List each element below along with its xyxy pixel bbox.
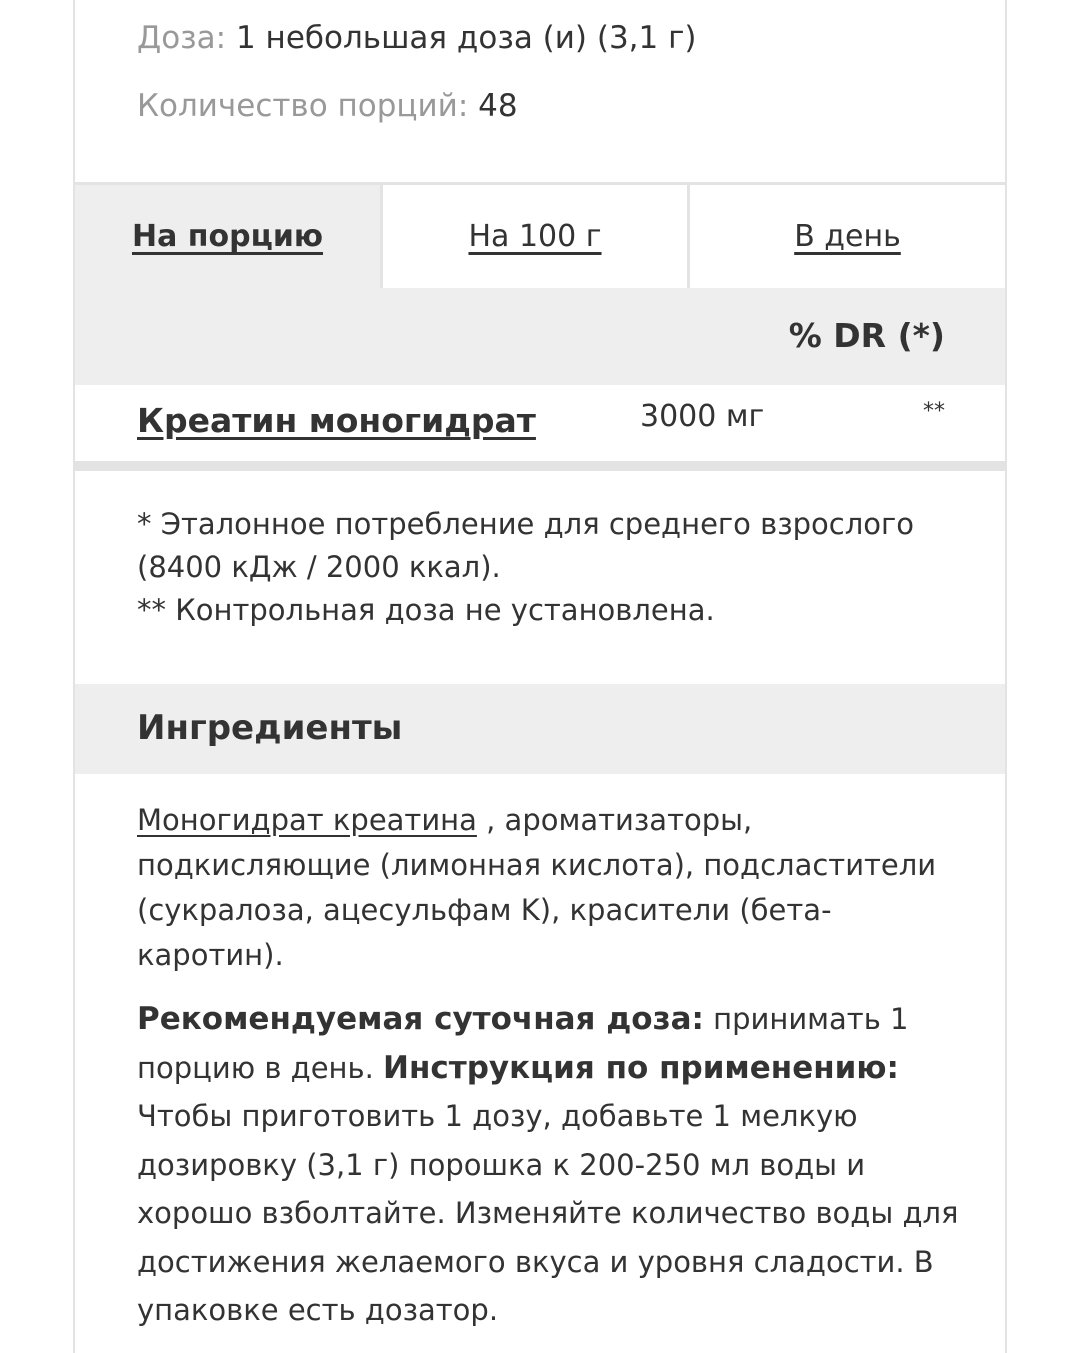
- tab-per-serving[interactable]: На порцию: [75, 185, 380, 288]
- dr-column-header: % DR (*): [788, 316, 945, 355]
- dose-value: 1 небольшая доза (и) (3,1 г): [235, 20, 697, 56]
- table-header-row: [75, 288, 1005, 385]
- nutrient-amount: 3000 мг: [640, 399, 765, 434]
- nutrition-tabs: [75, 182, 1005, 288]
- dose-line: [137, 20, 697, 56]
- ingredients-text: [137, 798, 957, 978]
- daily-dose-text: принимать 1 порцию в день.: [137, 1002, 909, 1085]
- table-row: [75, 385, 1005, 471]
- servings-line: [137, 88, 518, 124]
- usage-label: Инструкция по применению:: [383, 1049, 899, 1086]
- ingredients-heading: Ингредиенты: [137, 708, 403, 748]
- nutrition-panel: [73, 0, 1007, 1353]
- footnote-reference-intake: * Эталонное потребление для среднего взрослого (8400 кДж / 2000 ккал).: [137, 507, 914, 584]
- usage-text: Чтобы приготовить 1 дозу, добавьте 1 мелкую дозировку (3,1 г) порошка к 200-250 мл воды и хорошо взболтайте. Изменяйте количество воды для достижения желаемого вкуса и уровня сладости. В упаковке есть дозатор.: [137, 1099, 959, 1327]
- servings-value: 48: [478, 88, 518, 124]
- recommendation-text: [137, 995, 967, 1335]
- ingredients-rest: , ароматизаторы, подкисляющие (лимонная кислота), подсластители (сукралоза, ацесульфам K), красители (бета-каротин).: [137, 803, 937, 972]
- tab-per-day[interactable]: В день: [687, 185, 1005, 288]
- nutrient-dr: **: [923, 399, 945, 424]
- footnote-no-reference: ** Контрольная доза не установлена.: [137, 593, 715, 627]
- servings-label: Количество порций:: [137, 88, 469, 124]
- tab-per-100g[interactable]: На 100 г: [380, 185, 687, 288]
- ingredient-link-creatine[interactable]: Моногидрат креатина: [137, 803, 477, 837]
- daily-dose-label: Рекомендуемая суточная доза:: [137, 1001, 704, 1037]
- footnotes: [137, 503, 957, 632]
- dose-label: Доза:: [137, 20, 227, 56]
- ingredients-header: [75, 684, 1005, 774]
- nutrient-name-link[interactable]: Креатин моногидрат: [137, 401, 536, 440]
